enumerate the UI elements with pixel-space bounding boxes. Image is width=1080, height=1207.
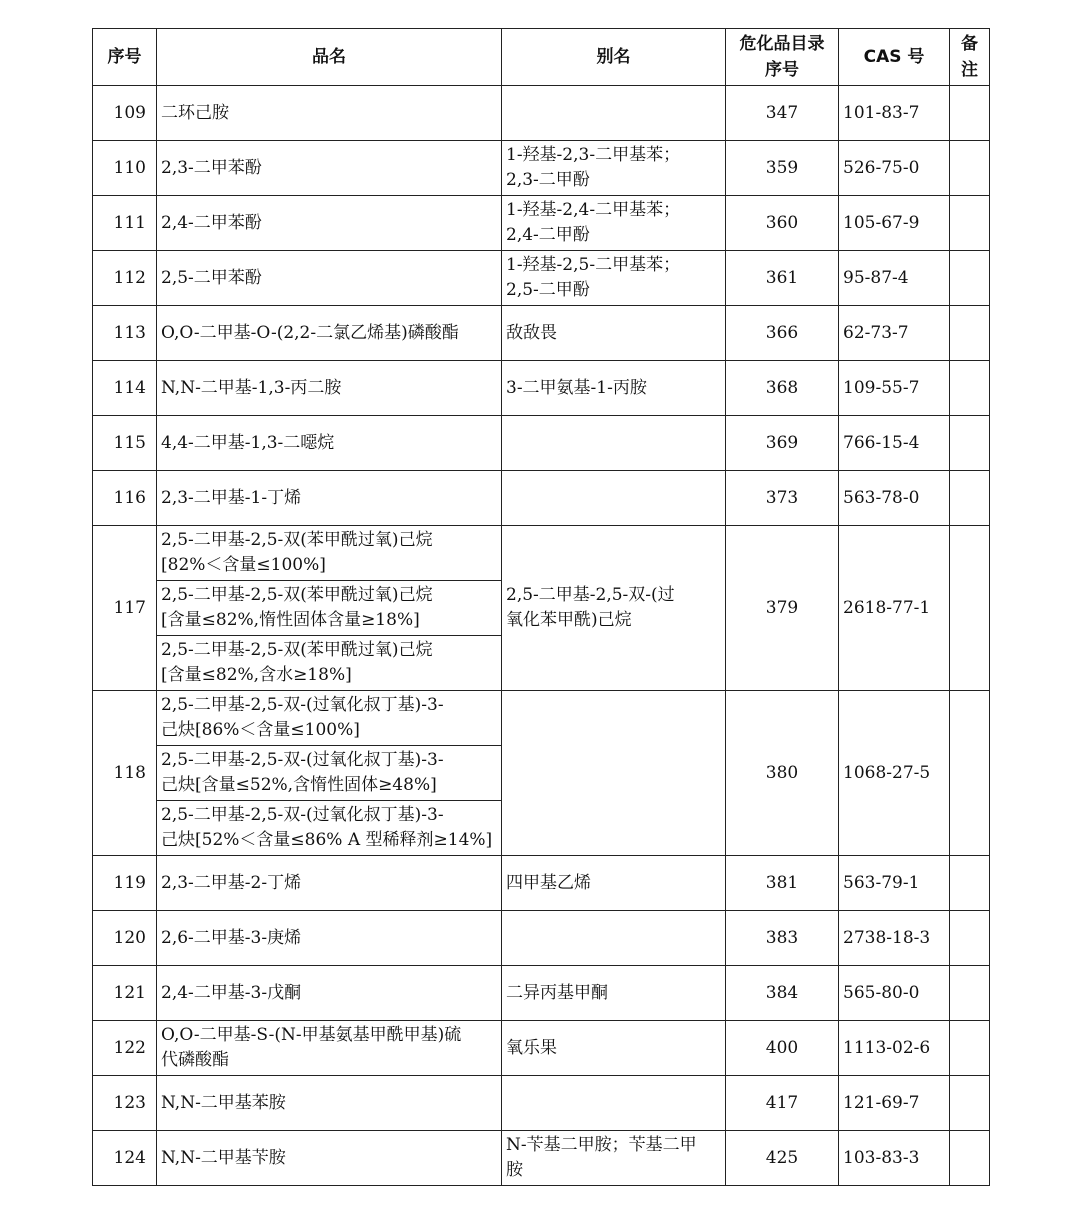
alias-cell xyxy=(502,691,726,856)
name-cell: 2,4-二甲基-3-戊酮 xyxy=(157,966,502,1021)
catalog-cell: 381 xyxy=(726,856,839,911)
cas-cell: 95-87-4 xyxy=(839,251,950,306)
alias-cell: 氧乐果 xyxy=(502,1021,726,1076)
table-row xyxy=(93,251,990,306)
catalog-cell: 347 xyxy=(726,86,839,141)
catalog-cell: 373 xyxy=(726,471,839,526)
remark-cell xyxy=(950,361,990,416)
catalog-cell: 366 xyxy=(726,306,839,361)
name-cell: 2,5-二甲基-2,5-双(苯甲酰过氧)己烷 [含量≤82%,惰性固体含量≥18%] xyxy=(157,581,502,636)
cas-cell: 101-83-7 xyxy=(839,86,950,141)
remark-cell xyxy=(950,856,990,911)
table-row xyxy=(93,1021,990,1076)
catalog-cell: 360 xyxy=(726,196,839,251)
name-cell: 2,5-二甲基-2,5-双-(过氧化叔丁基)-3- 己炔[86%＜含量≤100%] xyxy=(157,691,502,746)
table-row xyxy=(93,526,990,581)
table-row xyxy=(93,1131,990,1186)
seq-cell: 110 xyxy=(93,141,157,196)
name-cell: 2,5-二甲基-2,5-双-(过氧化叔丁基)-3- 己炔[52%＜含量≤86% A 型稀释剂≥14%] xyxy=(157,801,502,856)
name-cell: O,O-二甲基-S-(N-甲基氨基甲酰甲基)硫 代磷酸酯 xyxy=(157,1021,502,1076)
name-cell: 2,5-二甲基-2,5-双-(过氧化叔丁基)-3- 己炔[含量≤52%,含惰性固体≥48%] xyxy=(157,746,502,801)
header-catalog: 危化品目录 序号 xyxy=(726,29,839,86)
alias-cell: 四甲基乙烯 xyxy=(502,856,726,911)
name-cell: 2,5-二甲基-2,5-双(苯甲酰过氧)己烷 [含量≤82%,含水≥18%] xyxy=(157,636,502,691)
remark-cell xyxy=(950,416,990,471)
name-cell: 2,4-二甲苯酚 xyxy=(157,196,502,251)
remark-cell xyxy=(950,691,990,856)
name-cell: N,N-二甲基苄胺 xyxy=(157,1131,502,1186)
table-row xyxy=(93,911,990,966)
seq-cell: 119 xyxy=(93,856,157,911)
table-row xyxy=(93,1076,990,1131)
remark-cell xyxy=(950,1021,990,1076)
seq-cell: 115 xyxy=(93,416,157,471)
remark-cell xyxy=(950,966,990,1021)
name-cell: 2,5-二甲苯酚 xyxy=(157,251,502,306)
name-cell: O,O-二甲基-O-(2,2-二氯乙烯基)磷酸酯 xyxy=(157,306,502,361)
seq-cell: 124 xyxy=(93,1131,157,1186)
remark-cell xyxy=(950,1076,990,1131)
alias-cell: 1-羟基-2,5-二甲基苯； 2,5-二甲酚 xyxy=(502,251,726,306)
cas-cell: 1068-27-5 xyxy=(839,691,950,856)
name-cell: 二环己胺 xyxy=(157,86,502,141)
alias-cell: 2,5-二甲基-2,5-双-(过 氧化苯甲酰)己烷 xyxy=(502,526,726,691)
remark-cell xyxy=(950,86,990,141)
table-row xyxy=(93,691,990,746)
alias-cell: 1-羟基-2,4-二甲基苯； 2,4-二甲酚 xyxy=(502,196,726,251)
name-cell: 2,5-二甲基-2,5-双(苯甲酰过氧)己烷 [82%＜含量≤100%] xyxy=(157,526,502,581)
catalog-cell: 368 xyxy=(726,361,839,416)
remark-cell xyxy=(950,141,990,196)
seq-cell: 120 xyxy=(93,911,157,966)
seq-cell: 113 xyxy=(93,306,157,361)
cas-cell: 105-67-9 xyxy=(839,196,950,251)
seq-cell: 123 xyxy=(93,1076,157,1131)
alias-cell: N-苄基二甲胺；苄基二甲 胺 xyxy=(502,1131,726,1186)
table-row xyxy=(93,306,990,361)
table-row xyxy=(93,471,990,526)
header-seq: 序号 xyxy=(93,29,157,86)
alias-cell xyxy=(502,86,726,141)
cas-cell: 563-79-1 xyxy=(839,856,950,911)
table-row xyxy=(93,416,990,471)
cas-cell: 526-75-0 xyxy=(839,141,950,196)
alias-cell: 3-二甲氨基-1-丙胺 xyxy=(502,361,726,416)
name-cell: 4,4-二甲基-1,3-二噁烷 xyxy=(157,416,502,471)
table-row xyxy=(93,856,990,911)
header-cas: CAS 号 xyxy=(839,29,950,86)
name-cell: 2,3-二甲基-2-丁烯 xyxy=(157,856,502,911)
name-cell: 2,3-二甲基-1-丁烯 xyxy=(157,471,502,526)
cas-cell: 2618-77-1 xyxy=(839,526,950,691)
name-cell: 2,3-二甲苯酚 xyxy=(157,141,502,196)
catalog-cell: 383 xyxy=(726,911,839,966)
cas-cell: 121-69-7 xyxy=(839,1076,950,1131)
header-remark: 备 注 xyxy=(950,29,990,86)
remark-cell xyxy=(950,471,990,526)
table-body xyxy=(93,86,990,1186)
alias-cell xyxy=(502,416,726,471)
cas-cell: 103-83-3 xyxy=(839,1131,950,1186)
seq-cell: 114 xyxy=(93,361,157,416)
remark-cell xyxy=(950,911,990,966)
remark-cell xyxy=(950,251,990,306)
cas-cell: 62-73-7 xyxy=(839,306,950,361)
remark-cell xyxy=(950,526,990,691)
header-row xyxy=(93,29,990,86)
catalog-cell: 379 xyxy=(726,526,839,691)
name-cell: N,N-二甲基苯胺 xyxy=(157,1076,502,1131)
table-row xyxy=(93,196,990,251)
seq-cell: 112 xyxy=(93,251,157,306)
remark-cell xyxy=(950,306,990,361)
seq-cell: 118 xyxy=(93,691,157,856)
seq-cell: 122 xyxy=(93,1021,157,1076)
alias-cell: 敌敌畏 xyxy=(502,306,726,361)
table-row xyxy=(93,86,990,141)
alias-cell xyxy=(502,1076,726,1131)
header-alias: 别名 xyxy=(502,29,726,86)
cas-cell: 1113-02-6 xyxy=(839,1021,950,1076)
chemical-table xyxy=(92,28,990,1186)
cas-cell: 109-55-7 xyxy=(839,361,950,416)
name-cell: N,N-二甲基-1,3-丙二胺 xyxy=(157,361,502,416)
alias-cell: 二异丙基甲酮 xyxy=(502,966,726,1021)
alias-cell xyxy=(502,471,726,526)
catalog-cell: 384 xyxy=(726,966,839,1021)
seq-cell: 117 xyxy=(93,526,157,691)
catalog-cell: 361 xyxy=(726,251,839,306)
remark-cell xyxy=(950,196,990,251)
table-row xyxy=(93,966,990,1021)
catalog-cell: 369 xyxy=(726,416,839,471)
remark-cell xyxy=(950,1131,990,1186)
name-cell: 2,6-二甲基-3-庚烯 xyxy=(157,911,502,966)
seq-cell: 111 xyxy=(93,196,157,251)
alias-cell: 1-羟基-2,3-二甲基苯； 2,3-二甲酚 xyxy=(502,141,726,196)
alias-cell xyxy=(502,911,726,966)
seq-cell: 121 xyxy=(93,966,157,1021)
seq-cell: 116 xyxy=(93,471,157,526)
cas-cell: 563-78-0 xyxy=(839,471,950,526)
cas-cell: 766-15-4 xyxy=(839,416,950,471)
cas-cell: 2738-18-3 xyxy=(839,911,950,966)
cas-cell: 565-80-0 xyxy=(839,966,950,1021)
table-row xyxy=(93,141,990,196)
table-row xyxy=(93,361,990,416)
catalog-cell: 425 xyxy=(726,1131,839,1186)
catalog-cell: 400 xyxy=(726,1021,839,1076)
header-name: 品名 xyxy=(157,29,502,86)
seq-cell: 109 xyxy=(93,86,157,141)
catalog-cell: 380 xyxy=(726,691,839,856)
catalog-cell: 417 xyxy=(726,1076,839,1131)
catalog-cell: 359 xyxy=(726,141,839,196)
